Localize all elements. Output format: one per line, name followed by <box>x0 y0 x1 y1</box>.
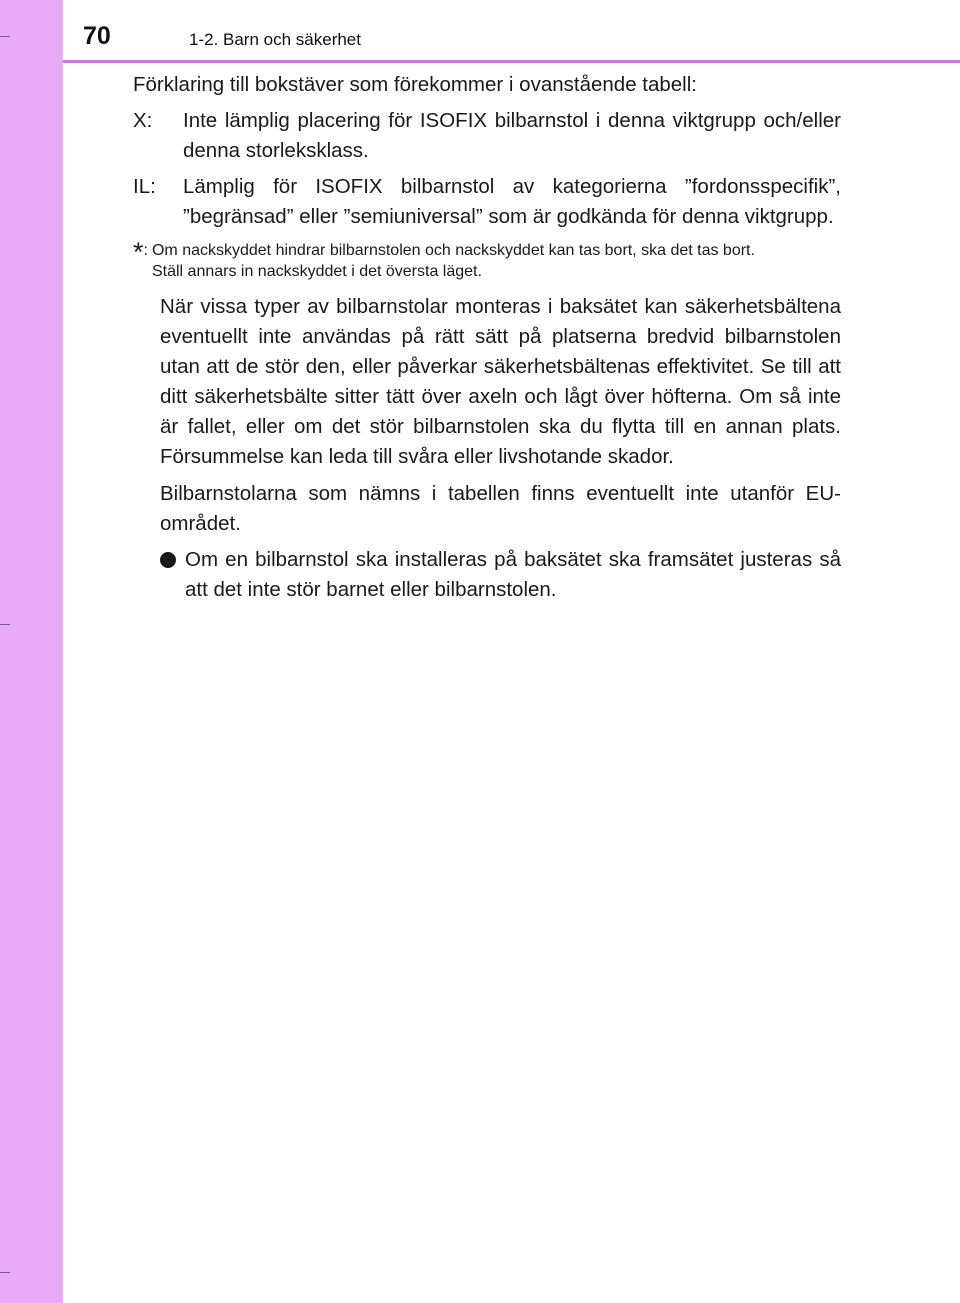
footnote-line: Om nackskyddet hindrar bilbarnstolen och nackskyddet kan tas bort, ska det tas bort. <box>151 242 755 259</box>
section-title: 1-2. Barn och säkerhet <box>189 30 361 49</box>
footnote-separator: : <box>143 242 148 259</box>
footnote-marker: * <box>133 237 144 267</box>
footnote <box>133 237 841 282</box>
definition-x <box>133 106 841 166</box>
footnote-body <box>152 240 841 282</box>
definition-description: Inte lämplig placering för ISOFIX bilbarnstol i denna viktgrupp och/eller denna storleksklass. <box>183 109 841 162</box>
legend-intro: Förklaring till bokstäver som förekommer i ovanstående tabell: <box>133 73 697 96</box>
footnote-line: Ställ annars in nackskyddet i det översta läget. <box>151 263 482 280</box>
body-paragraph: När vissa typer av bilbarnstolar monteras i baksätet kan säkerhetsbältena eventuellt inte användas på rätt sätt på platserna bredvid bilbarnstolen utan att de stör den, eller påverkar säkerhetsbältenas effektivitet. Se till att ditt säkerhetsbälte sitter tätt över axeln och lågt över höfterna. Om så inte är fallet, eller om det stör bilbarnstolen ska du flytta till en annan plats. Försummelse kan leda till svåra eller livshotande skador. <box>160 295 841 468</box>
page-content <box>133 63 841 605</box>
page-number: 70 <box>83 22 111 50</box>
bullet-item <box>160 545 841 605</box>
definition-term: X: <box>133 109 153 132</box>
body-paragraph: Bilbarnstolarna som nämns i tabellen finns eventuellt inte utanför EU-området. <box>160 482 841 535</box>
definition-term: IL: <box>133 175 156 198</box>
definition-il <box>133 172 841 232</box>
trim-mark <box>0 1272 10 1273</box>
definition-description: Lämplig för ISOFIX bilbarnstol av kategorierna ”fordonsspecifik”, ”begränsad” eller ”semiuniversal” som är godkända för denna viktgrupp. <box>183 175 841 228</box>
bullet-text: Om en bilbarnstol ska installeras på baksätet ska framsätet justeras så att det inte stör barnet eller bilbarnstolen. <box>185 548 841 601</box>
side-color-band <box>0 0 63 1303</box>
bullet-dot-icon <box>160 545 185 605</box>
trim-mark <box>0 624 10 625</box>
trim-mark <box>0 36 10 37</box>
